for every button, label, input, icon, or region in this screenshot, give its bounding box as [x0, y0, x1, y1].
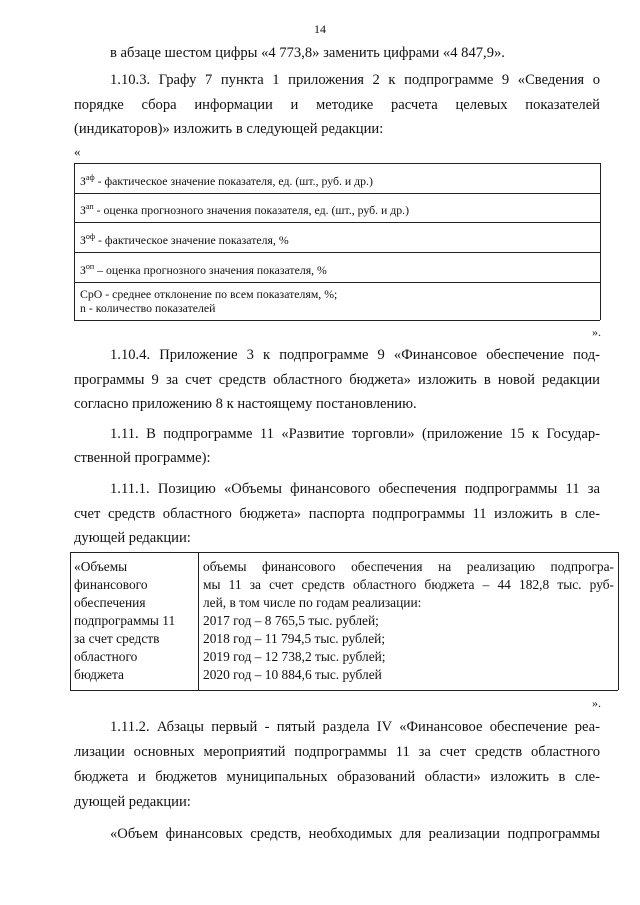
open-quote: «: [74, 144, 81, 159]
text-line: лизации основных мероприятий подпрограммы 11 за счет средств областного: [74, 744, 600, 760]
table-row: СрО - среднее отклонение по всем показателям, %;: [80, 287, 338, 301]
close-quote: ».: [592, 696, 601, 710]
table-cell-value: лей, в том числе по годам реализации:: [203, 595, 422, 610]
text-line: (индикаторов)» изложить в следующей редакции:: [74, 121, 384, 137]
table-cell-label: бюджета: [74, 667, 124, 682]
table-cell-label: «Объемы: [74, 559, 128, 574]
text-line: счет средств областного бюджета» паспорта подпрограммы 11 изложить в сле-: [74, 506, 600, 522]
table-cell-value: 2019 год – 12 738,2 тыс. рублей;: [203, 649, 386, 664]
table-rule: [70, 552, 71, 690]
close-quote: ».: [592, 325, 601, 339]
table-row: $З^{оф}$ - фактическое значение показателя, %: [80, 232, 289, 247]
table-rule: [74, 163, 75, 320]
table-rule: [70, 690, 618, 691]
text-line: бюджета и бюджетов муниципальных образований области» изложить в сле-: [74, 769, 600, 785]
table-rule: [600, 163, 601, 320]
text-line: ственной программе):: [74, 450, 211, 466]
table-rule: [74, 320, 600, 321]
table-rule: [74, 163, 600, 164]
table-row: n - количество показателей: [80, 301, 216, 315]
table-rule: [74, 193, 600, 194]
text-line: 1.10.3. Графу 7 пункта 1 приложения 2 к подпрограмме 9 «Сведения о: [110, 72, 600, 88]
table-rule: [198, 552, 199, 690]
text-line: «Объем финансовых средств, необходимых для реализации подпрограммы: [110, 826, 600, 842]
text-line: дующей редакции:: [74, 530, 191, 546]
table-rule: [74, 282, 600, 283]
table-cell-value: 2017 год – 8 765,5 тыс. рублей;: [203, 613, 379, 628]
table-cell-value: объемы финансового обеспечения на реализацию подпрогра-: [203, 559, 614, 574]
table-cell-label: за счет средств: [74, 631, 160, 646]
table-rule: [74, 222, 600, 223]
text-line: 1.10.4. Приложение 3 к подпрограмме 9 «Финансовое обеспечение под-: [110, 347, 600, 363]
table-cell-value: 2018 год – 11 794,5 тыс. рублей;: [203, 631, 386, 646]
text-line: 1.11. В подпрограмме 11 «Развитие торговли» (приложение 15 к Государ-: [110, 426, 600, 442]
table-row: $З^{аф}$ - фактическое значение показателя, ед. (шт., руб. и др.): [80, 173, 373, 188]
text-line: 1.11.1. Позицию «Объемы финансового обеспечения подпрограммы 11 за: [110, 481, 600, 497]
text-line: согласно приложению 8 к настоящему постановлению.: [74, 396, 417, 412]
text-line: порядке сбора информации и методике расчета целевых показателей: [74, 97, 600, 113]
table-row: $З^{ап}$ - оценка прогнозного значения показателя, ед. (шт., руб. и др.): [80, 202, 410, 217]
table-cell-label: областного: [74, 649, 138, 664]
table-cell-label: финансового: [74, 577, 148, 592]
text-line: дующей редакции:: [74, 794, 191, 810]
intro-line: в абзаце шестом цифры «4 773,8» заменить цифрами «4 847,9».: [110, 45, 505, 61]
page-number: 14: [314, 22, 326, 36]
text-line: программы 9 за счет средств областного бюджета» изложить в новой редакции: [74, 372, 600, 388]
table-cell-label: подпрограммы 11: [74, 613, 176, 628]
table-cell-label: обеспечения: [74, 595, 146, 610]
table-cell-value: мы 11 за счет средств областного бюджета – 44 182,8 тыс. руб-: [203, 577, 614, 592]
table-rule: [618, 552, 619, 690]
table-rule: [74, 252, 600, 253]
text-line: 1.11.2. Абзацы первый - пятый раздела IV «Финансовое обеспечение реа-: [110, 719, 600, 735]
table-cell-value: 2020 год – 10 884,6 тыс. рублей: [203, 667, 382, 682]
table-row: $З^{оп}$ – оценка прогнозного значения показателя, %: [80, 262, 327, 277]
table-rule: [70, 552, 618, 553]
